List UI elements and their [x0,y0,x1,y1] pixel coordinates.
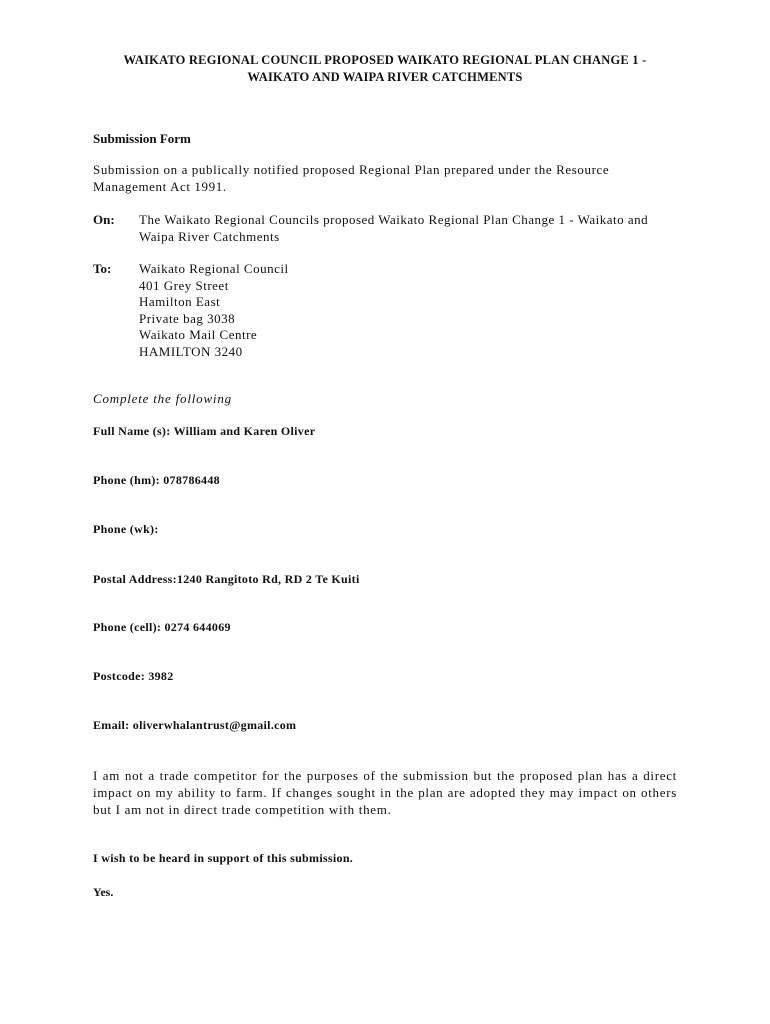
phone-home-field: Phone (hm): 078786448 [93,473,220,487]
trade-competitor-statement: I am not a trade competitor for the purposes of the submission but the proposed plan has a direct impact on my ability to farm. If changes sought in the plan are adopted they may impact on others but I am not in direct trade competition with them. [93,768,677,817]
phone-cell-field: Phone (cell): 0274 644069 [93,620,231,634]
form-title: Submission Form [93,131,191,146]
yes-answer: Yes. [93,885,114,899]
full-name-field: Full Name (s): William and Karen Oliver [93,424,316,438]
intro-paragraph: Submission on a publically notified proposed Regional Plan prepared under the Resource Management Act 1991. [93,162,610,194]
address-line: Waikato Regional Council [139,261,289,276]
phone-work-field: Phone (wk): [93,522,159,536]
address-line: Private bag 3038 [139,310,236,326]
email-field: Email: oliverwhalantrust@gmail.com [93,718,297,732]
complete-heading: Complete the following [93,391,232,406]
on-value: The Waikato Regional Councils proposed Waikato Regional Plan Change 1 - Waikato and Waipa River Catchments [139,212,649,244]
to-address [139,261,679,360]
on-label: On: [93,212,115,227]
address-line: HAMILTON 3240 [139,343,243,359]
heard-statement: I wish to be heard in support of this submission. [93,851,354,865]
document-header [60,52,710,86]
header-line-1: WAIKATO REGIONAL COUNCIL PROPOSED WAIKATO REGIONAL PLAN CHANGE 1 - [123,53,647,67]
address-line: 401 Grey Street [139,277,229,293]
address-line: Waikato Mail Centre [139,327,258,342]
to-label: To: [93,261,112,276]
address-line: Hamilton East [139,294,221,309]
postal-address-field: Postal Address:1240 Rangitoto Rd, RD 2 Te Kuiti [93,572,360,586]
postcode-field: Postcode: 3982 [93,669,174,683]
header-line-2: WAIKATO AND WAIPA RIVER CATCHMENTS [247,70,523,84]
